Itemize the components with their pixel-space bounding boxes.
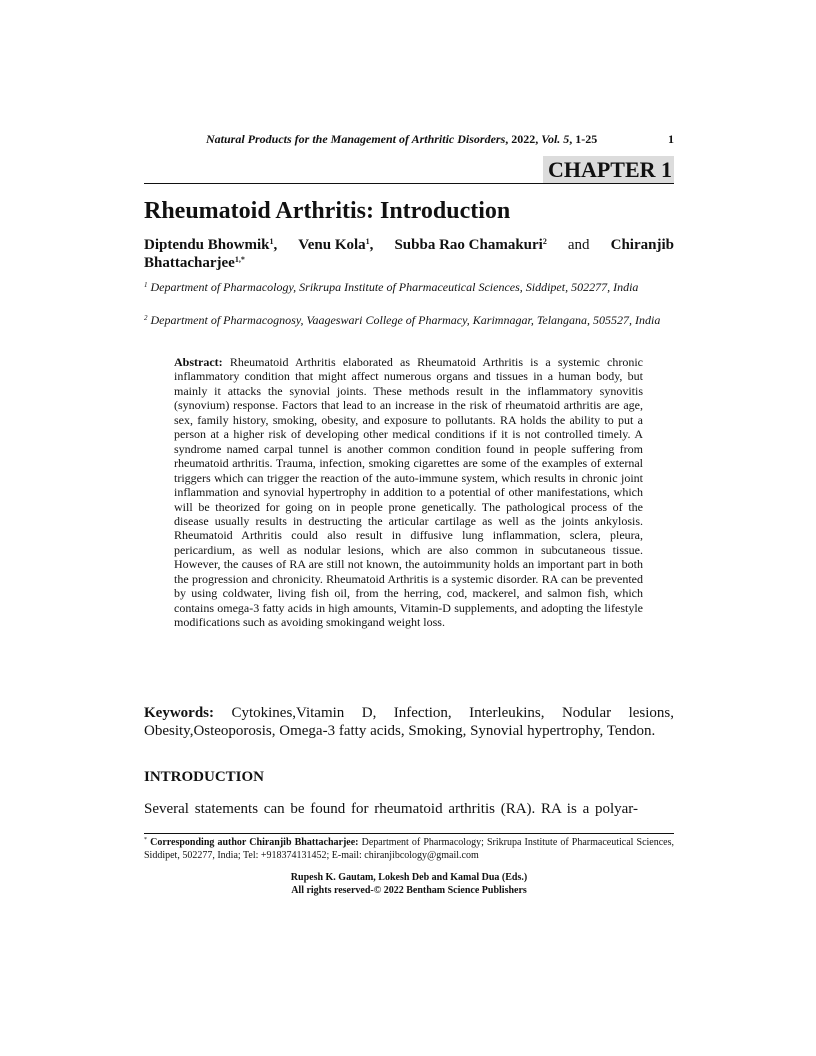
author-last-name: Bhattacharjee$^{1,*}$ xyxy=(144,255,245,271)
footnote-text: Department of Pharmacology; Srikrupa Institute of Pharmaceutical Sciences, Siddipet, 502277, India; Tel: +918374131452; E-mail: chiranjibcology@gmail.com xyxy=(144,837,675,861)
editors-line: Rupesh K. Gautam, Lokesh Deb and Kamal Dua (Eds.) xyxy=(290,872,528,883)
footnote-label: Corresponding author Chiranjib Bhattacharjee: xyxy=(150,837,359,848)
rights-line: All rights reserved-© 2022 Bentham Science Publishers xyxy=(291,884,527,896)
chapter-bar xyxy=(144,156,674,184)
abstract-text: Rheumatoid Arthritis elaborated as Rheumatoid Arthritis is a systemic chronic inflammatory condition that might affect numerous organs and tissues in a human body, but mainly it attacks the synovial joints. These methods result in the inflammatory synovitis (synovium) response. Factors that lead to an increase in the risk of rheumatoid arthritis are age, sex, family history, smoking, obesity, and exposure to pollutants. RA holds the ability to put a person at a higher risk of developing other medical conditions if it is not controlled timely. A syndrome named carpal tunnel is another common condition found in people suffering from rheumatoid arthritis. Trauma, infection, smoking cigarettes are some of the examples of external triggers which can trigger the reaction of the auto-immune system, which results in chronic joint inflammation and synovial hypertrophy in addition to a potential of other manifestations, which will be theorized for going on in people prone genetically. The pathological process of the disease usually results in destructing the articular cartilage as well as the joints ankylosis. Rheumatoid Arthritis could also result in diffusive lung inflammation, sclera, pleura, pericardium, as well as nodular lesions, which are also common in subcutaneous tissue. However, the causes of RA are still not known, the autoimmunity holds an important part in both the progression and chronicity. Rheumatoid Arthritis is a systemic disorder. RA can be prevented by using coldwater, living fish oil, from the herring, cod, mackerel, and salmon fish, which contains omega-3 fatty acids in high amounts, Vitamin-D supplements, and adopting the lifestyle modifications such as avoiding smokingand weight loss. xyxy=(174,355,644,630)
author: Venu Kola$^1$, xyxy=(298,237,374,253)
author: Subba Rao Chamakuri$^2$ xyxy=(394,237,547,253)
page-number: 1 xyxy=(668,132,674,146)
author: Diptendu Bhowmik$^1$, xyxy=(144,237,278,253)
chapter-title: Rheumatoid Arthritis: Introduction xyxy=(144,198,511,224)
footnote: * Corresponding author Chiranjib Bhattacharjee: Department of Pharmacology; Srikrupa Institute of Pharmaceutical Sciences, Siddipet, 502277, India; Tel: +918374131452; E-mail: chiranjibcology@gmail.com xyxy=(144,837,675,861)
body-text: Several statements can be found for rheumatoid arthritis (RA). RA is a polyar- xyxy=(144,801,638,817)
publisher-credits xyxy=(144,872,674,897)
running-head xyxy=(144,132,674,150)
keywords-label: Keywords: xyxy=(144,705,214,721)
affiliation: $^1$ Department of Pharmacology, Srikrupa Institute of Pharmaceutical Sciences, Siddipet, 502277, India xyxy=(144,280,639,294)
footnote-divider xyxy=(144,833,674,834)
affiliation: $^2$ Department of Pharmacognosy, Vaageswari College of Pharmacy, Karimnagar, Telangana, 505527, India xyxy=(144,313,661,327)
chapter-label: CHAPTER 1 xyxy=(543,156,674,183)
abstract xyxy=(174,355,643,630)
keywords xyxy=(144,704,674,740)
author-connector: and xyxy=(567,237,590,253)
keywords-text: Cytokines,Vitamin D, Infection, Interleukins, Nodular lesions, Obesity,Osteoporosis, Omega-3 fatty acids, Smoking, Synovial hypertrophy, Tendon. xyxy=(144,705,674,739)
abstract-label: Abstract: xyxy=(174,355,223,369)
running-title: Natural Products for the Management of Arthritic Disorders, 2022, Vol. 5, 1-25 xyxy=(206,132,598,146)
author-list xyxy=(144,236,674,272)
section-heading: INTRODUCTION xyxy=(144,769,265,785)
author-first-name: Chiranjib xyxy=(610,237,674,253)
